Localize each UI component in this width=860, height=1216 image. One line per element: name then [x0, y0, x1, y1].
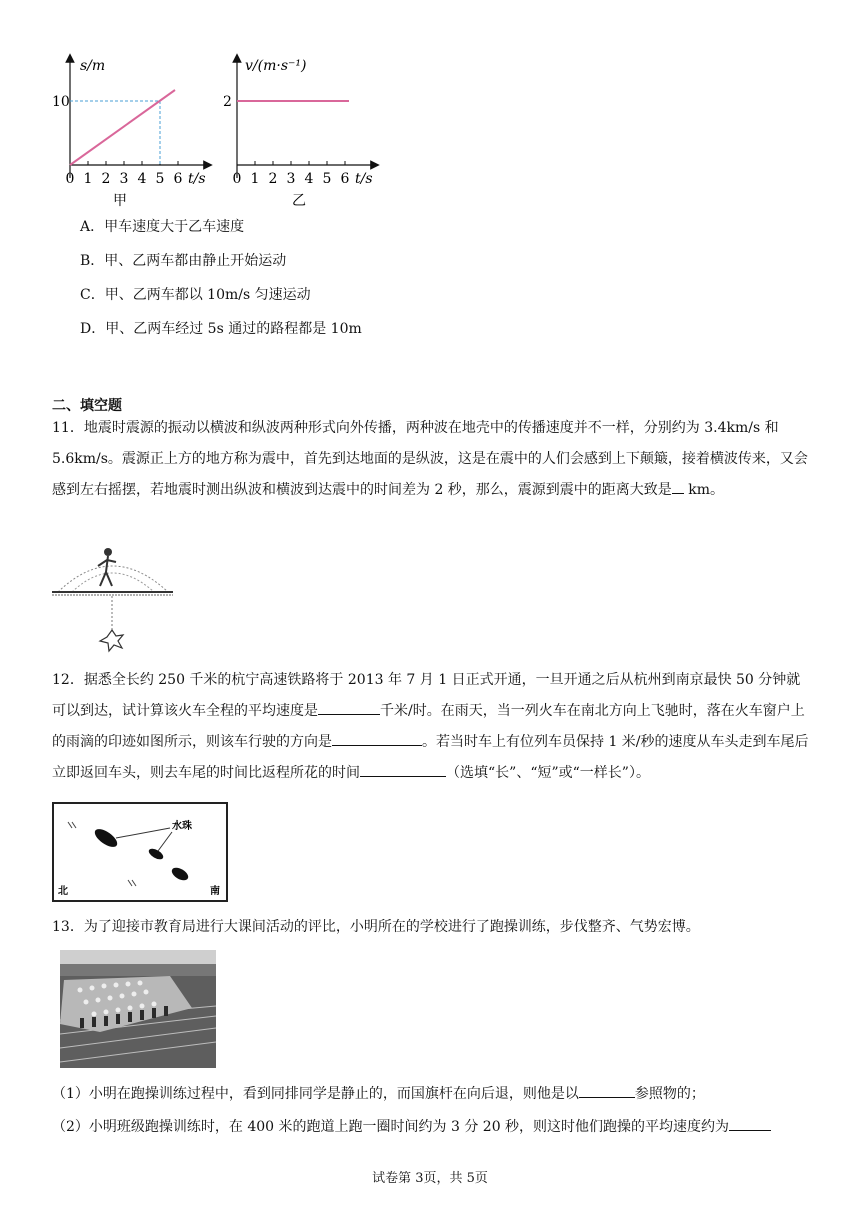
y-axis-label: s/m [80, 58, 106, 74]
north-label: 北 [58, 886, 68, 897]
question-13 [52, 912, 812, 943]
x-tick-0: 0 [232, 171, 242, 187]
option-b: B．甲、乙两车都由静止开始运动 [80, 253, 287, 269]
q12-text-1: 12．据悉全长约 250 千米的杭宁高速铁路将于 2013 年 7 月 1 日正式开通，一旦开通之后从杭州到南京最快 50 分钟就可以到达，试计算该火车全程的平均速度是 [52, 672, 801, 719]
x-tick-5: 5 [155, 171, 165, 187]
graph-caption: 乙 [292, 193, 306, 209]
option-c: C．甲、乙两车都以 10m/s 匀速运动 [80, 287, 311, 303]
x-tick-6: 6 [340, 171, 350, 187]
x-tick-6: 6 [173, 171, 183, 187]
x-axis-label: t/s [188, 171, 206, 187]
option-d: D．甲、乙两车经过 5s 通过的路程都是 10m [80, 321, 362, 337]
earthquake-figure [50, 542, 175, 654]
q11-unit: km。 [688, 482, 725, 498]
q13-sub2-text: （2）小明班级跑操训练时，在 400 米的跑道上跑一圈时间约为 3 分 20 秒，则这时他们跑操的平均速度约为 [52, 1119, 730, 1135]
question-13-sub-2 [52, 1112, 812, 1143]
running-drill-photo [60, 950, 216, 1068]
q12-text-3: 。若当时车上有位列车员保持 1 米/秒的速度从车头走到车尾后立即返回车头，则去车尾的时间比返程所花的时间 [52, 734, 809, 781]
option-a: A．甲车速度大于乙车速度 [80, 219, 245, 235]
q13-sub1-text-b: 参照物的； [634, 1086, 705, 1102]
graph-yi [217, 52, 387, 212]
x-tick-5: 5 [322, 171, 332, 187]
x-axis-label: t/s [355, 171, 373, 187]
y-tick-label: 2 [223, 94, 232, 110]
x-tick-4: 4 [137, 171, 147, 187]
q13-speed-blank[interactable] [729, 1112, 771, 1131]
q12-text-2: 千米/时。在雨天，当一列火车在南北方向上飞驰时，落在火车窗户上的雨滴的印迹如图所示，则该车行驶的方向是 [52, 703, 805, 750]
x-tick-3: 3 [119, 171, 129, 187]
water-drop-label: 水珠 [172, 821, 192, 832]
question-11 [52, 413, 812, 506]
section-title: 二、填空题 [52, 398, 122, 414]
q12-speed-blank[interactable] [318, 696, 380, 715]
q12-direction-blank[interactable] [332, 727, 422, 746]
x-tick-3: 3 [286, 171, 296, 187]
q12-text-4: （选填“长”、“短”或“一样长”）。 [446, 765, 650, 781]
q13-sub1-text-a: （1）小明在跑操训练过程中，看到同排同学是静止的，而国旗杆在向后退，则他是以 [52, 1086, 579, 1102]
x-tick-0: 0 [65, 171, 75, 187]
raindrop-figure [52, 802, 228, 902]
x-tick-2: 2 [101, 171, 111, 187]
q12-time-blank[interactable] [360, 758, 446, 777]
x-tick-1: 1 [250, 171, 260, 187]
x-tick-1: 1 [83, 171, 93, 187]
y-tick-label: 10 [52, 94, 70, 110]
south-label: 南 [210, 886, 220, 897]
q11-text: 11．地震时震源的振动以横波和纵波两种形式向外传播，两种波在地壳中的传播速度并不一样，分别约为 3.4km/s 和 5.6km/s。震源正上方的地方称为震中，首先到达地面的是纵波，这是在震中的人们会感到上下颠簸，接着横波传来，又会感到左右摇摆，若地震时测出纵波和横波到达震中的时间差为 2 秒，那么，震源到震中的距离大致是 [52, 420, 808, 498]
question-13-sub-1 [52, 1079, 812, 1110]
question-12 [52, 665, 812, 789]
y-axis-label: v/(m·s⁻¹) [245, 58, 307, 74]
graph-caption: 甲 [113, 193, 127, 209]
q11-answer-blank[interactable] [672, 475, 684, 494]
page-footer: 试卷第 3页，共 5页 [372, 1171, 488, 1186]
x-tick-2: 2 [268, 171, 278, 187]
q13-reference-blank[interactable] [579, 1079, 635, 1098]
x-tick-4: 4 [304, 171, 314, 187]
q13-intro: 13．为了迎接市教育局进行大课间活动的评比，小明所在的学校进行了跑操训练，步伐整齐、气势宏博。 [52, 919, 700, 935]
graph-jia [50, 52, 220, 212]
